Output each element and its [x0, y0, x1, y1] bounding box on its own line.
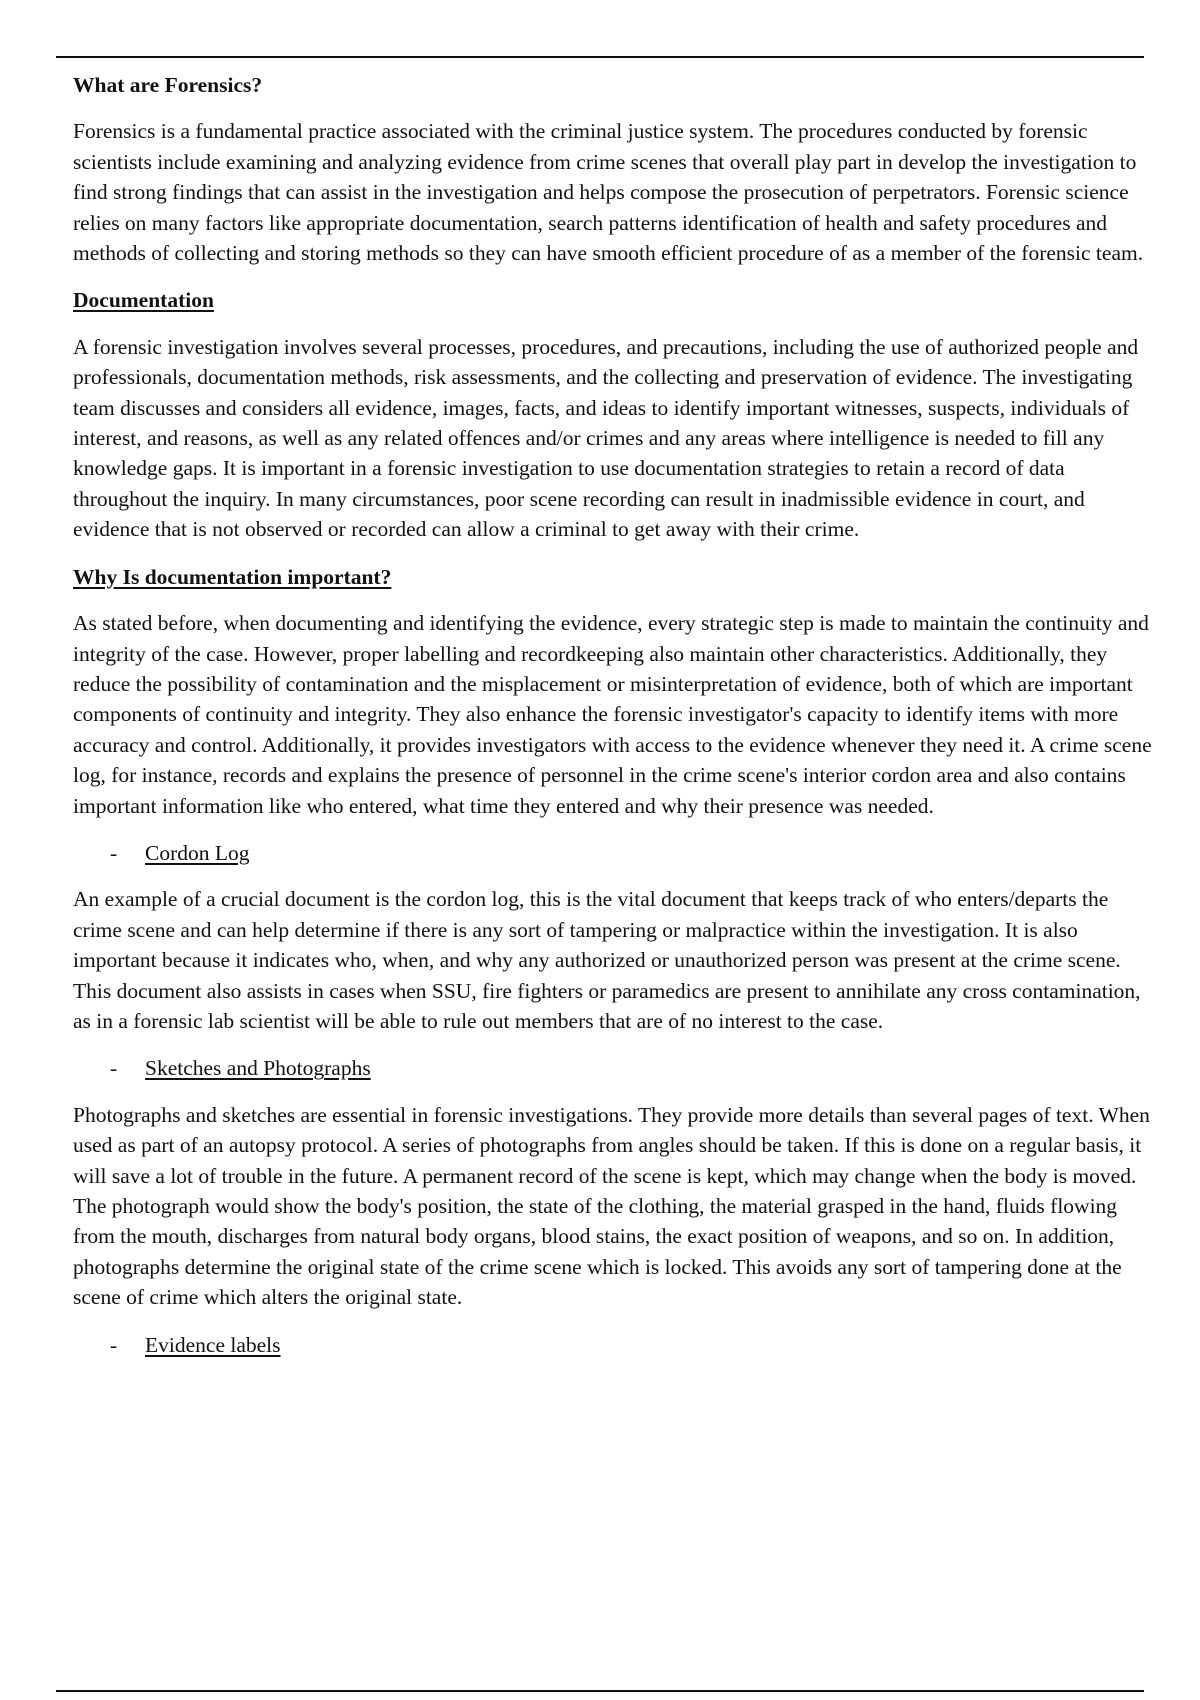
- sketches-paragraph: Photographs and sketches are essential in forensic investigations. They provide more details than several pages of text. When used as part of an autopsy protocol. A series of photographs from angles should be taken. If this is done on a regular basis, it will save a lot of trouble in the future. A permanent record of the scene is kept, which may change when the body is moved. The photograph would show the body's position, the state of the clothing, the material grasped in the hand, fluids flowing from the mouth, discharges from natural body organs, blood stains, the exact position of weapons, and so on. In addition, photographs determine the original state of the crime scene which is locked. This avoids any sort of tampering done at the scene of crime which alters the original state.: [73, 1102, 1150, 1310]
- page-title: What are Forensics?: [73, 73, 263, 97]
- document-body: [73, 70, 1161, 1360]
- documentation-heading: Documentation: [73, 288, 214, 313]
- cordon-log-paragraph: An example of a crucial document is the cordon log, this is the vital document that keeps track of who enters/departs the crime scene and can help determine if there is any sort of tampering or malpractice within the investigation. It is also important because it indicates who, when, and why any authorized or unauthorized person was present at the crime scene. This document also assists in cases when SSU, fire fighters or paramedics are present to annihilate any cross contamination, as in a forensic lab scientist will be able to rule out members that are of no interest to the case.: [73, 887, 1141, 1033]
- evidence-labels-heading: Evidence labels: [145, 1332, 281, 1357]
- top-divider: [56, 56, 1144, 58]
- sketches-bullet: [73, 1053, 1161, 1083]
- intro-paragraph: Forensics is a fundamental practice associated with the criminal justice system. The procedures conducted by forensic scientists include examining and analyzing evidence from crime scenes that overall play part in develop the investigation to find strong findings that can assist in the investigation and helps compose the prosecution of perpetrators. Forensic science relies on many factors like appropriate documentation, search patterns identification of health and safety procedures and methods of collecting and storing methods so they can have smooth efficient procedure of as a member of the forensic team.: [73, 119, 1144, 266]
- sketches-heading: Sketches and Photographs: [145, 1056, 371, 1081]
- evidence-labels-bullet: [73, 1330, 1161, 1360]
- bullet-dash: -: [110, 1056, 118, 1081]
- cordon-log-bullet: [73, 838, 1161, 868]
- bullet-dash: -: [110, 1332, 118, 1357]
- cordon-log-heading: Cordon Log: [145, 840, 250, 865]
- why-documentation-paragraph: As stated before, when documenting and identifying the evidence, every strategic step is made to maintain the continuity and integrity of the case. However, proper labelling and recordkeeping also maintain other characteristics. Additionally, they reduce the possibility of contamination and the misplacement or misinterpretation of evidence, both of which are important components of continuity and integrity. They also enhance the forensic investigator's capacity to identify items with more accuracy and control. Additionally, it provides investigators with access to the evidence whenever they need it. A crime scene log, for instance, records and explains the presence of personnel in the crime scene's interior cordon area and also contains important information like who entered, what time they entered and why their presence was needed.: [73, 611, 1152, 818]
- why-documentation-heading: Why Is documentation important?: [73, 564, 392, 589]
- bullet-dash: -: [110, 840, 118, 865]
- bottom-divider: [56, 1690, 1144, 1692]
- documentation-paragraph: A forensic investigation involves several processes, procedures, and precautions, including the use of authorized people and professionals, documentation methods, risk assessments, and the collecting and preservation of evidence. The investigating team discusses and considers all evidence, images, facts, and ideas to identify important witnesses, suspects, individuals of interest, and reasons, as well as any related offences and/or crimes and any areas where intelligence is needed to fill any knowledge gaps. It is important in a forensic investigation to use documentation strategies to retain a record of data throughout the inquiry. In many circumstances, poor scene recording can result in inadmissible evidence in court, and evidence that is not observed or recorded can allow a criminal to get away with their crime.: [73, 334, 1139, 542]
